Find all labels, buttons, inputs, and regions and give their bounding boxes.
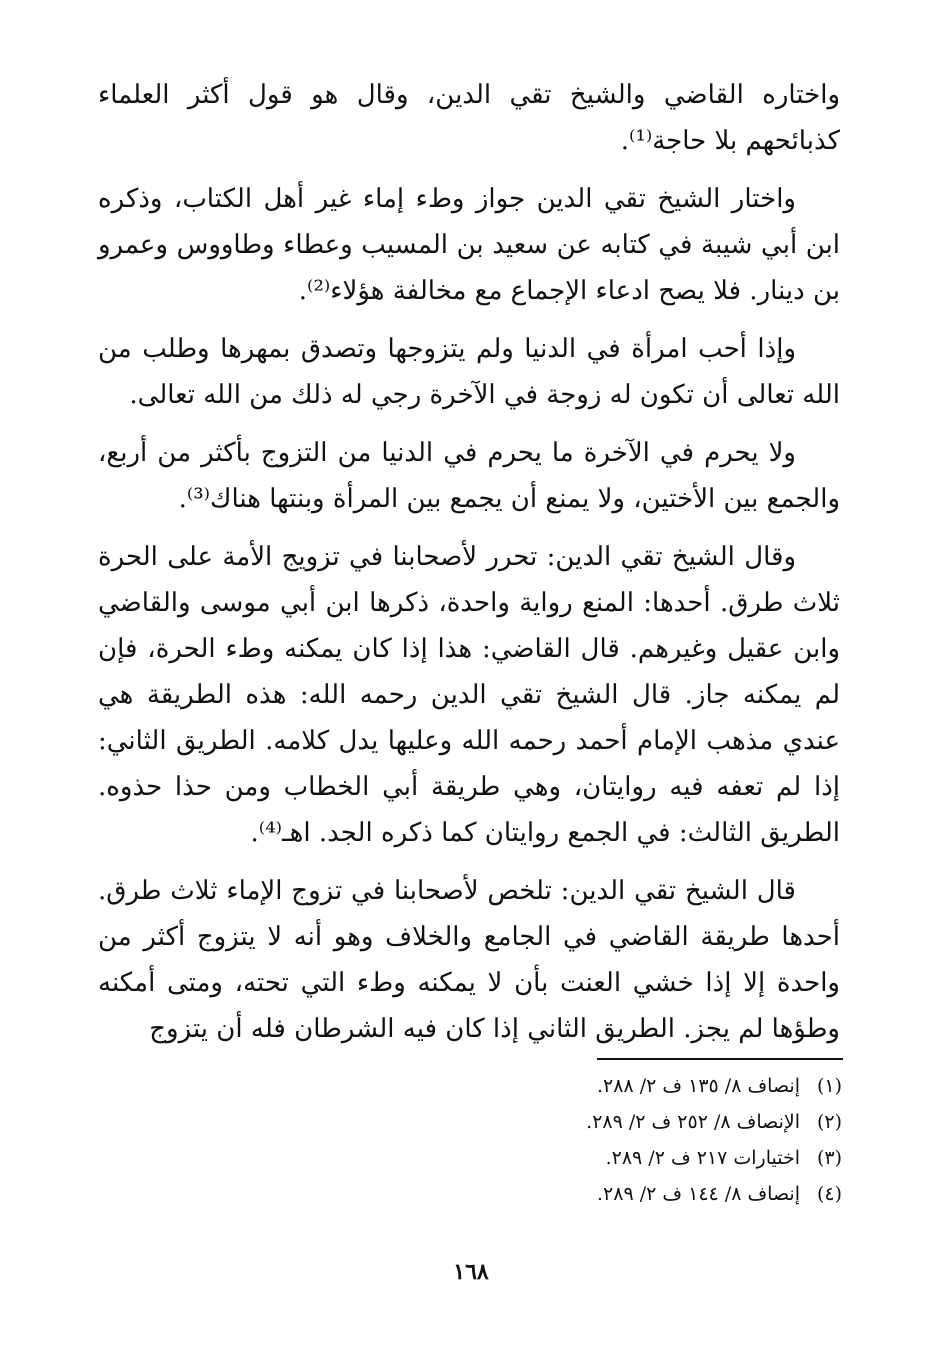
paragraph-2: واختار الشيخ تقي الدين جواز وطء إماء غير أهل الكتاب، وذكره ابن أبي شيبة في كتابه عن سعيد بن المسيب وعطاء وطاووس وعمرو بن دينار. فلا يصح ادعاء الإجماع مع مخالفة هؤلاء⁽²⁾. xyxy=(98,184,840,306)
footnote-text: إنصاف ٨/ ١٣٥ ف ٢/ ٢٨٨. xyxy=(597,1075,800,1097)
footnotes-list xyxy=(360,1068,842,1212)
footnote-number: (٣) xyxy=(816,1147,842,1169)
footnote-divider xyxy=(597,1058,843,1060)
paragraph-3: وإذا أحب امرأة في الدنيا ولم يتزوجها وتصدق بمهرها وطلب من الله تعالى أن تكون له زوجة في الآخرة رجي له ذلك من الله تعالى. xyxy=(98,334,840,410)
footnote-number: (١) xyxy=(816,1075,842,1097)
footnote-item xyxy=(360,1104,842,1140)
footnote-item xyxy=(360,1068,842,1104)
footnote-number: (٢) xyxy=(816,1111,842,1133)
paragraph-4: ولا يحرم في الآخرة ما يحرم في الدنيا من التزوج بأكثر من أربع، والجمع بين الأختين، ولا يمنع أن يجمع بين المرأة وبنتها هناك⁽³⁾. xyxy=(98,438,840,514)
paragraph-1: واختاره القاضي والشيخ تقي الدين، وقال هو قول أكثر العلماء كذبائحهم بلا حاجة⁽¹⁾. xyxy=(98,80,840,156)
footnote-text: اختيارات ٢١٧ ف ٢/ ٢٨٩. xyxy=(605,1147,800,1169)
footnote-item xyxy=(360,1176,842,1212)
paragraph-6: قال الشيخ تقي الدين: تلخص لأصحابنا في تزوج الإماء ثلاث طرق. أحدها طريقة القاضي في الجامع والخلاف وهو أنه لا يتزوج أكثر من واحدة إلا إذا خشي العنت بأن لا يمكنه وطء التي تحته، ومتى أمكنه وطؤها لم يجز. الطريق الثاني إذا كان فيه الشرطان فله أن يتزوج xyxy=(98,876,840,1044)
page-number: ١٦٨ xyxy=(453,1259,489,1285)
paragraph-5: وقال الشيخ تقي الدين: تحرر لأصحابنا في تزويج الأمة على الحرة ثلاث طرق. أحدها: المنع رواية واحدة، ذكرها ابن أبي موسى والقاضي وابن عقيل وغيرهم. قال القاضي: هذا إذا كان يمكنه وطء الحرة، فإن لم يمكنه جاز. قال الشيخ تقي الدين رحمه الله: هذه الطريقة هي عندي مذهب الإمام أحمد رحمه الله وعليها يدل كلامه. الطريق الثاني: إذا لم تعفه فيه روايتان، وهي طريقة أبي الخطاب ومن حذا حذوه. الطريق الثالث: في الجمع روايتان كما ذكره الجد. اهـ⁽⁴⁾. xyxy=(98,542,840,848)
main-text xyxy=(98,72,840,1052)
footnote-text: الإنصاف ٨/ ٢٥٢ ف ٢/ ٢٨٩. xyxy=(586,1111,800,1133)
footnote-number: (٤) xyxy=(816,1183,842,1205)
footnote-text: إنصاف ٨/ ١٤٤ ف ٢/ ٢٨٩. xyxy=(597,1183,800,1205)
footnote-item xyxy=(360,1140,842,1176)
